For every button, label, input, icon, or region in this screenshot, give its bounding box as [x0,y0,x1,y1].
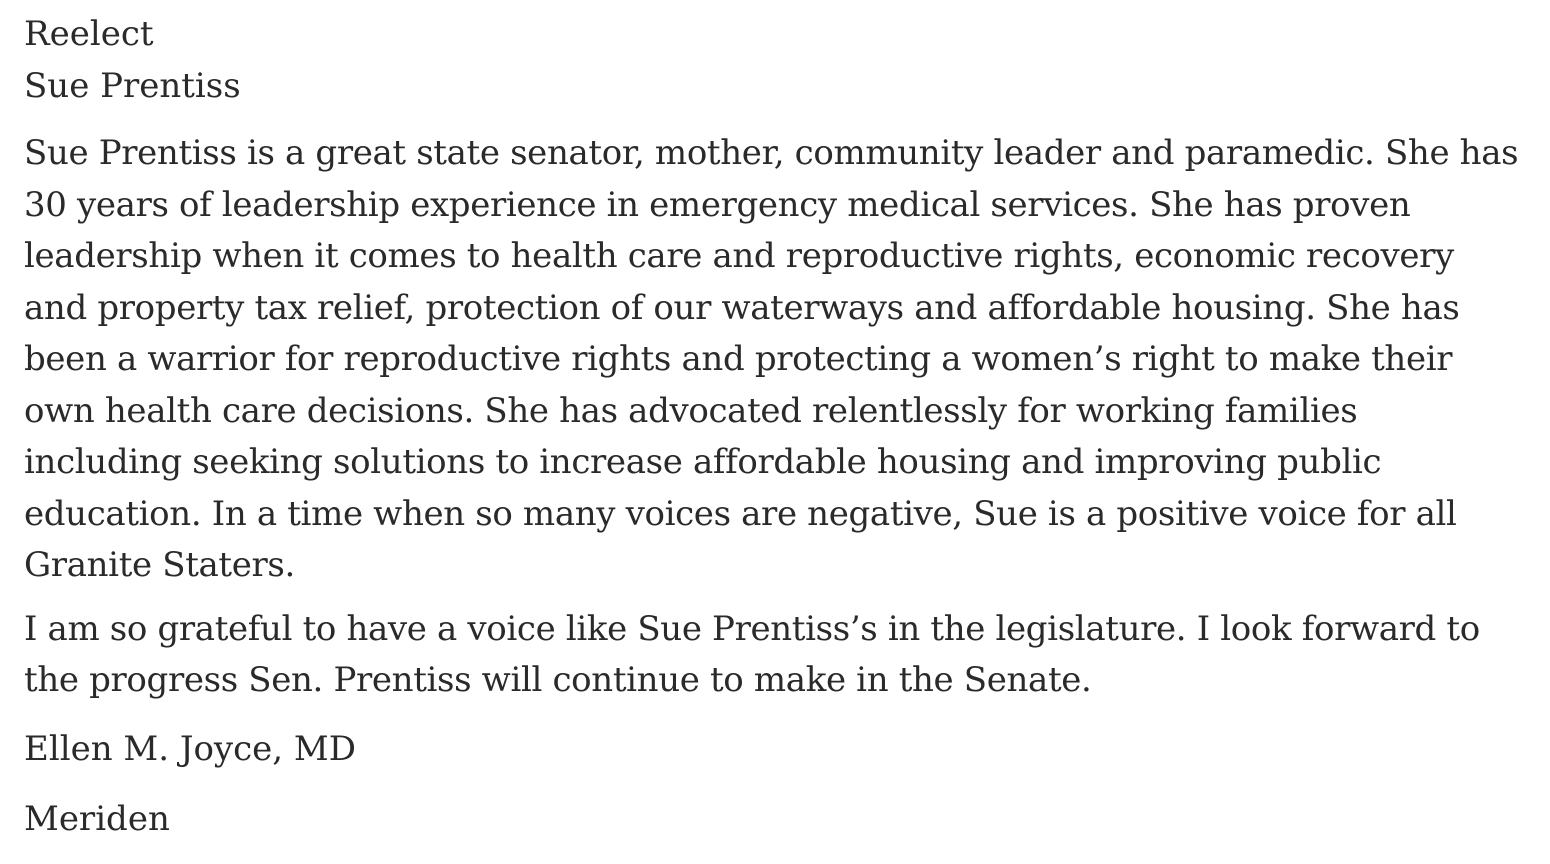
headline-line-2: Sue Prentiss [24,66,241,106]
letter-to-editor [24,8,1524,845]
letter-location: Meriden [24,798,170,839]
letter-headline [24,8,1524,112]
letter-author: Ellen M. Joyce, MD [24,728,356,769]
headline-line-1: Reelect [24,14,154,54]
letter-paragraph-2: I am so grateful to have a voice like Sue Prentiss’s in the legislature. I look forward to the progress Sen. Prentiss will continue to make in the Senate. [24,608,1480,700]
letter-paragraph-1: Sue Prentiss is a great state senator, mother, community leader and paramedic. She has 30 years of leadership experience in emergency medical services. She has proven leadership when it comes to health care and reproductive rights, economic recovery and property tax relief, protection of our waterways and affordable housing. She has been a warrior for reproductive rights and protecting a women’s right to make their own health care decisions. She has advocated relentlessly for working families including seeking solutions to increase affordable housing and improving public education. In a time when so many voices are negative, Sue is a positive voice for all Granite Staters. [24,133,1519,585]
